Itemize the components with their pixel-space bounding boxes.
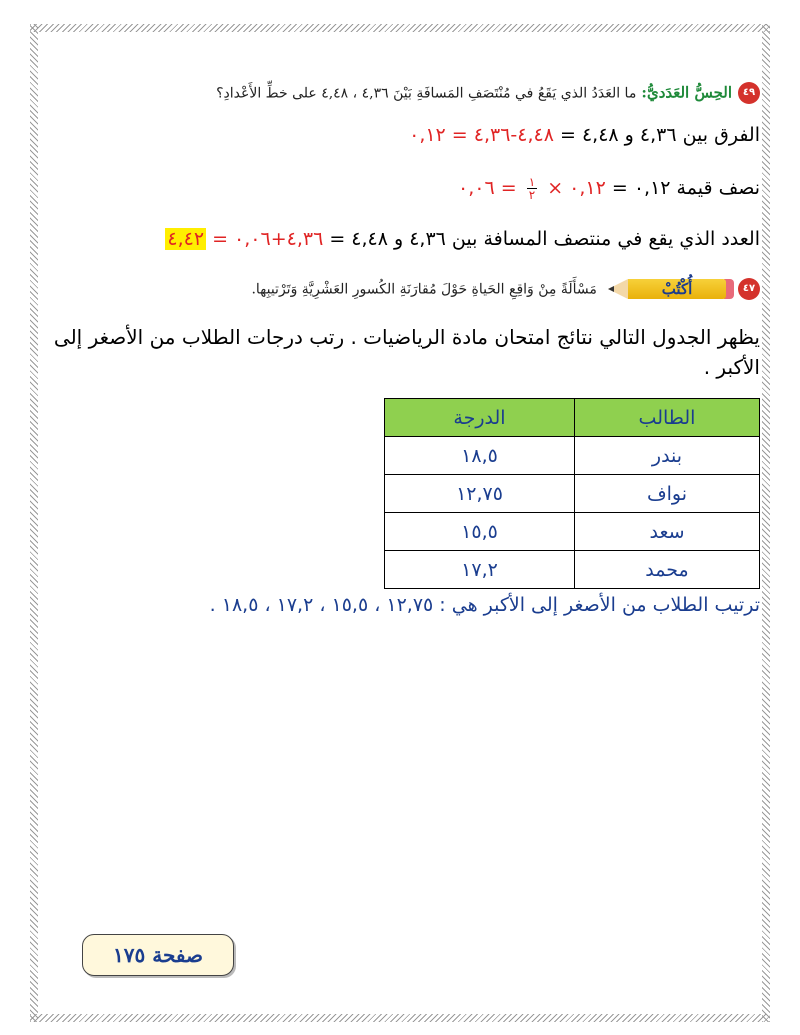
student-grade: ١٨,٥ bbox=[385, 437, 575, 475]
fraction-numerator: ١ bbox=[528, 175, 536, 189]
answer-line-midpoint bbox=[44, 228, 760, 250]
student-grade: ١٥,٥ bbox=[385, 513, 575, 551]
problem-statement: يظهر الجدول التالي نتائج امتحان مادة الرياضيات . رتب درجات الطلاب من الأصغر إلى الأكبر . bbox=[53, 325, 760, 379]
question-49 bbox=[44, 82, 760, 104]
answer-math: ٤,٤٨-٤,٣٦ = ٠,١٢ bbox=[409, 124, 554, 146]
question-number-badge: ٤٧ bbox=[738, 278, 760, 300]
column-header-student: الطالب bbox=[575, 399, 760, 437]
answer-math: ٤,٣٦+٠,٠٦ = bbox=[212, 228, 324, 250]
question-number-badge: ٤٩ bbox=[738, 82, 760, 104]
student-name: نواف bbox=[575, 475, 760, 513]
page-border-right bbox=[762, 24, 770, 1022]
ordering-answer: ترتيب الطلاب من الأصغر إلى الأكبر هي : ١٢,٧٥ ، ١٥,٥ ، ١٧,٢ ، ١٨,٥ . bbox=[209, 594, 760, 616]
grades-table bbox=[384, 398, 760, 589]
page-border-left bbox=[30, 24, 38, 1022]
question-label: الحِسُّ العَدَديُّ: bbox=[641, 83, 732, 102]
write-badge-label: أُكْتُبْ bbox=[628, 279, 726, 299]
answer-text: الفرق بين ٤,٣٦ و ٤,٤٨ = bbox=[559, 124, 760, 146]
table-row bbox=[385, 513, 760, 551]
fraction-one-half bbox=[527, 176, 537, 201]
pencil-lead bbox=[608, 286, 614, 292]
table-row bbox=[385, 551, 760, 589]
question-text: ما العَدَدُ الذي يَقَعُ في مُنْتَصَفِ المَسافَةِ بَيْنَ ٤,٣٦ ، ٤,٤٨ على خطِّ الأَعْدادِ؟ bbox=[216, 85, 637, 102]
question-47 bbox=[44, 278, 760, 300]
page-border-top bbox=[30, 24, 770, 32]
column-header-grade: الدرجة bbox=[385, 399, 575, 437]
table-header-row bbox=[385, 399, 760, 437]
student-name: محمد bbox=[575, 551, 760, 589]
student-grade: ١٢,٧٥ bbox=[385, 475, 575, 513]
answer-line-half bbox=[44, 176, 760, 201]
student-grade: ١٧,٢ bbox=[385, 551, 575, 589]
page-number-label: صفحة ١٧٥ bbox=[82, 934, 234, 976]
pencil-write-icon bbox=[608, 279, 726, 299]
highlighted-result: ٤,٤٢ bbox=[167, 228, 205, 250]
page-border-bottom bbox=[30, 1014, 770, 1022]
fraction-denominator: ٢ bbox=[528, 188, 536, 202]
table-row bbox=[385, 475, 760, 513]
student-name: بندر bbox=[575, 437, 760, 475]
question-text: مَسْأَلَةً مِنْ وَاقِعِ الحَياةِ حَوْلَ مُقارَنَةِ الكُسورِ العَشْرِيَّةِ وَتَرْتيبِها. bbox=[251, 281, 597, 298]
answer-text: نصف قيمة ٠,١٢ = bbox=[611, 177, 760, 199]
student-name: سعد bbox=[575, 513, 760, 551]
answer-math: = ٠,٠٦ bbox=[458, 177, 517, 199]
answer-text: العدد الذي يقع في منتصف المسافة بين ٤,٣٦ و ٤,٤٨ = bbox=[329, 228, 760, 250]
table-row bbox=[385, 437, 760, 475]
answer-math: ٠,١٢ × bbox=[547, 177, 606, 199]
answer-line-difference bbox=[44, 124, 760, 146]
